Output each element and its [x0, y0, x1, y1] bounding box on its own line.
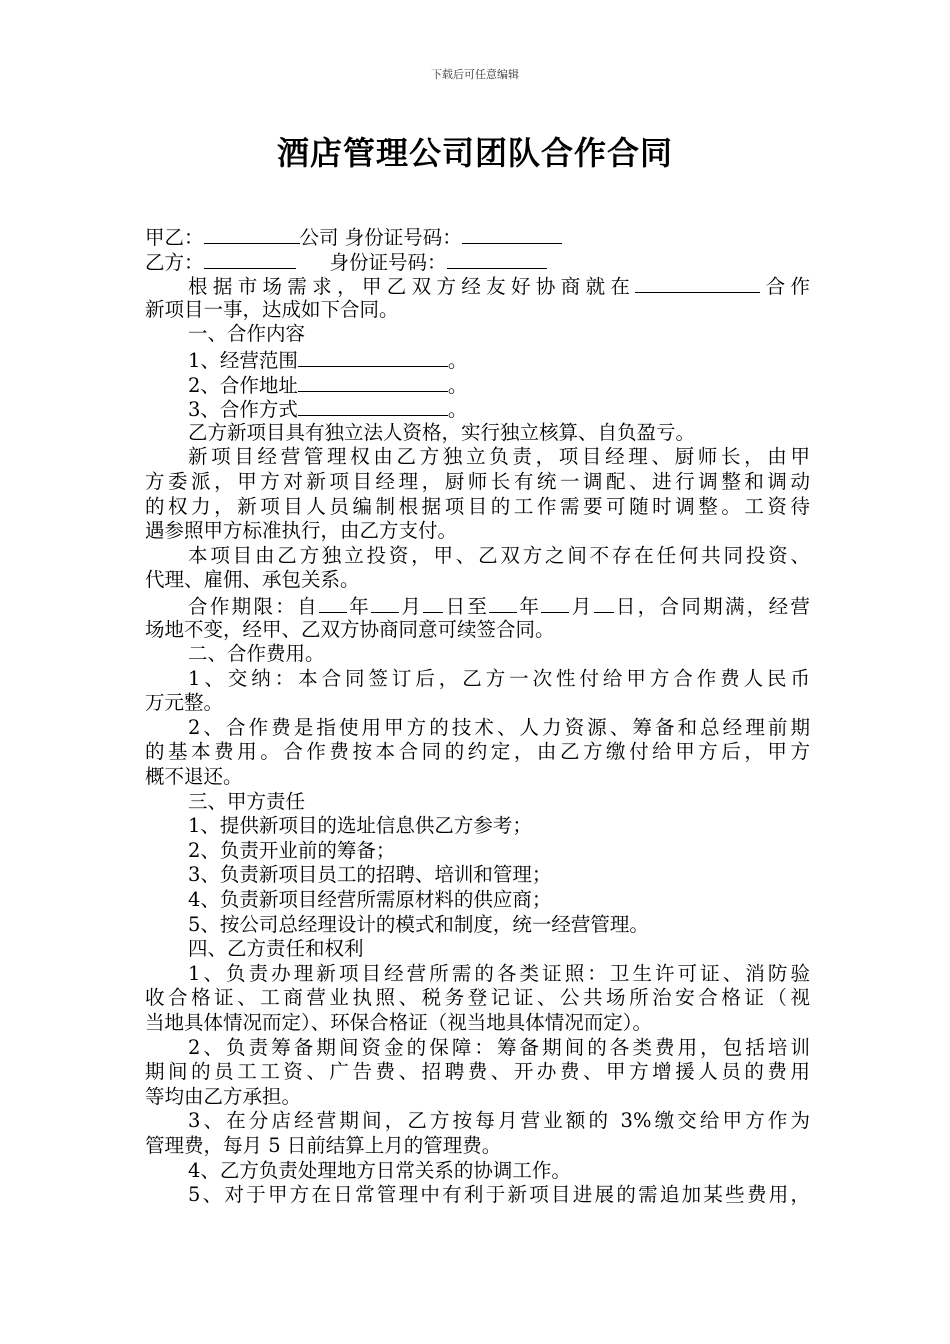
term-line-2: 场地不变，经甲、乙双方协商同意可续签合同。	[145, 617, 555, 641]
section-4-item-4: 4、乙方负责处理地方日常关系的协调工作。	[188, 1158, 571, 1182]
start-day-blank	[423, 593, 443, 613]
party-a-line	[145, 224, 810, 249]
section-1-para-2-l4: 遇参照甲方标准执行，由乙方支付。	[145, 519, 458, 543]
term-end-text: 日，合同期满，经营	[613, 594, 810, 618]
section-1-heading: 一、合作内容	[188, 322, 306, 346]
year-label: 年	[517, 594, 542, 618]
end-mark: 。	[447, 348, 468, 372]
term-label: 合作期限：自	[188, 594, 319, 618]
end-year-blank	[489, 593, 517, 613]
end-mark: 。	[447, 398, 468, 422]
day-to-label: 日至	[443, 594, 490, 618]
section-4-item-3-l1: 3、在分店经营期间，乙方按每月营业额的 3%缴交给甲方作为	[188, 1109, 810, 1133]
item-label: 2、合作地址	[188, 373, 298, 397]
section-1-para-2-l3: 的权力，新项目人员编制根据项目的工作需要可随时调整。工资待	[145, 494, 810, 518]
year-label: 年	[346, 594, 372, 618]
section-2-item-1-l1: 1、交纳：本合同签订后，乙方一次性付给甲方合作费人民币	[188, 666, 810, 690]
section-4-item-1-l1: 1、负责办理新项目经营所需的各类证照：卫生许可证、消防验	[188, 961, 810, 985]
section-1-para-3-l1: 本项目由乙方独立投资，甲、乙双方之间不存在任何共同投资、	[188, 543, 810, 567]
section-3-item: 5、按公司总经理设计的模式和制度，统一经营管理。	[188, 912, 649, 936]
section-3-heading: 三、甲方责任	[188, 789, 306, 813]
section-2-item-2-l3: 概不退还。	[145, 765, 243, 789]
section-4-heading: 四、乙方责任和权利	[188, 937, 364, 961]
item-label: 3、合作方式	[188, 398, 298, 422]
company-suffix: 公司	[299, 226, 339, 249]
end-day-blank	[594, 593, 614, 613]
intro-text: 根据市场需求，甲乙双方经友好协商就在	[188, 275, 636, 299]
party-a-id-blank	[462, 224, 562, 244]
contract-body	[145, 224, 810, 1208]
end-mark: 。	[447, 373, 468, 397]
section-1-para-1: 乙方新项目具有独立法人资格，实行独立核算、自负盈亏。	[188, 420, 696, 444]
end-month-blank	[541, 593, 569, 613]
project-blank	[635, 273, 760, 293]
section-4-item-2-l1: 2、负责筹备期间资金的保障：筹备期间的各类费用，包括培训	[188, 1035, 810, 1059]
section-1-item-3	[145, 396, 810, 421]
section-4-item-1-l3: 当地具体情况而定）、环保合格证（视当地具体情况而定）。	[145, 1011, 653, 1034]
section-4-item-2-l3: 等均由乙方承担。	[145, 1084, 302, 1108]
scope-blank	[298, 347, 448, 367]
section-1-para-2-l1: 新项目经营管理权由乙方独立负责，项目经理、厨师长，由甲	[188, 445, 810, 469]
id-label-b: 身份证号码：	[329, 250, 447, 274]
section-4-item-5-l1: 5、对于甲方在日常管理中有利于新项目进展的需追加某些费用，	[188, 1183, 810, 1207]
item-label: 1、经营范围	[188, 348, 298, 372]
intro-line-2: 新项目一事，达成如下合同。	[145, 297, 399, 321]
party-a-label: 甲乙：	[145, 226, 204, 249]
method-blank	[298, 396, 448, 416]
section-3-item: 1、提供新项目的选址信息供乙方参考；	[188, 814, 532, 838]
address-blank	[298, 372, 448, 392]
section-3-item: 2、负责开业前的筹备；	[188, 838, 396, 862]
month-label: 月	[569, 594, 594, 618]
start-year-blank	[319, 593, 347, 613]
intro-text-end: 合作	[760, 275, 810, 299]
section-4-item-3-l2: 管理费，每月 5 日前结算上月的管理费。	[145, 1133, 502, 1157]
month-label: 月	[399, 594, 424, 618]
section-4-item-1-l2: 收合格证、工商营业执照、税务登记证、公共场所治安合格证（视	[145, 986, 810, 1010]
intro-line-1	[145, 273, 810, 298]
id-label-a: 身份证号码：	[338, 226, 462, 249]
term-line-1	[145, 593, 810, 618]
section-2-item-1-l2: 万元整。	[145, 691, 224, 715]
party-b-id-blank	[447, 249, 547, 269]
section-1-item-2	[145, 372, 810, 397]
section-2-item-2-l2: 的基本费用。合作费按本合同的约定，由乙方缴付给甲方后，甲方	[145, 740, 810, 764]
section-4-item-2-l2: 期间的员工工资、广告费、招聘费、开办费、甲方增援人员的费用	[145, 1060, 810, 1084]
section-1-para-3-l2: 代理、雇佣、承包关系。	[145, 568, 360, 592]
page-header: 下载后可任意编辑	[431, 68, 519, 81]
section-2-heading: 二、合作费用。	[188, 642, 325, 666]
section-3-item: 3、负责新项目员工的招聘、培训和管理；	[188, 863, 552, 887]
party-b-label: 乙方：	[145, 250, 204, 274]
party-b-line	[145, 249, 810, 274]
document-title: 酒店管理公司团队合作合同	[276, 134, 673, 172]
start-month-blank	[371, 593, 399, 613]
section-1-para-2-l2: 方委派，甲方对新项目经理，厨师长有统一调配、进行调整和调动	[145, 469, 810, 493]
party-b-name-blank	[204, 249, 296, 269]
section-1-item-1	[145, 347, 810, 372]
party-a-name-blank	[204, 224, 300, 244]
section-2-item-2-l1: 2、合作费是指使用甲方的技术、人力资源、筹备和总经理前期	[188, 715, 810, 739]
section-3-item: 4、负责新项目经营所需原材料的供应商；	[188, 888, 552, 912]
